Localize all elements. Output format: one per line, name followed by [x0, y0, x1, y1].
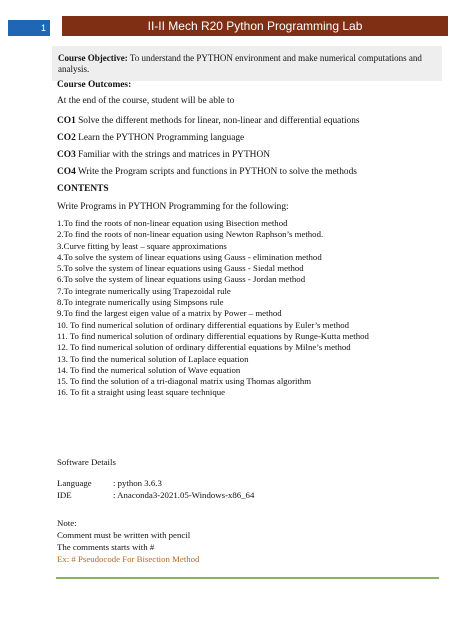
software-key: Language — [57, 477, 92, 488]
software-value: : python 3.6.3 — [113, 477, 162, 488]
example-text: # Pseudocode For Bisection Method — [71, 553, 200, 564]
program-item: 2.To find the roots of non-linear equation using Newton Raphson’s method. — [57, 229, 324, 240]
program-item: 5.To solve the system of linear equations using Gauss - Siedal method — [57, 263, 304, 274]
course-objective-box — [52, 46, 442, 81]
objective-text: To understand the PYTHON environment and make numerical computations and analysis. — [58, 53, 422, 74]
program-item: 9.To find the largest eigen value of a matrix by Power – method — [57, 308, 282, 319]
note-example — [57, 553, 442, 565]
program-list — [57, 218, 442, 399]
note-section — [57, 517, 442, 565]
footer-divider — [56, 577, 439, 579]
software-row-language — [57, 477, 442, 489]
outcome-item — [57, 167, 442, 177]
software-heading: Software Details — [57, 456, 116, 467]
contents-intro: Write Programs in PYTHON Programming for the following: — [57, 202, 289, 212]
outcome-text: Learn the PYTHON Programming language — [78, 133, 245, 143]
note-line: The comments starts with # — [57, 541, 155, 552]
program-item: 16. To fit a straight using least square technique — [57, 387, 226, 398]
program-item: 3.Curve fitting by least – square approximations — [57, 240, 227, 251]
example-prefix: Ex: — [57, 553, 72, 564]
outcomes-intro: At the end of the course, student will be able to — [57, 96, 235, 106]
outcome-item — [57, 133, 442, 143]
outcome-code: CO3 — [57, 150, 76, 160]
outcome-text: Solve the different methods for linear, non-linear and differential equations — [78, 116, 360, 126]
program-item: 4.To solve the system of linear equations using Gauss - elimination method — [57, 251, 322, 262]
program-item: 1.To find the roots of non-linear equation using Bisection method — [57, 218, 288, 228]
note-line: Comment must be written with pencil — [57, 529, 191, 540]
contents-heading: CONTENTS — [57, 184, 109, 194]
program-item: 12. To find numerical solution of ordinary differential equations by Milne’s method — [57, 342, 351, 353]
outcome-text: Familiar with the strings and matrices in PYTHON — [78, 150, 270, 160]
objective-label: Course Objective: — [58, 53, 128, 63]
outcome-text: Write the Program scripts and functions in PYTHON to solve the methods — [77, 167, 357, 177]
page-header-title: II-II Mech R20 Python Programming Lab — [62, 16, 448, 36]
note-label: Note: — [57, 517, 77, 528]
outcome-code: CO4 — [57, 167, 76, 177]
outcome-code: CO1 — [57, 116, 76, 126]
program-item: 15. To find the solution of a tri-diagonal matrix using Thomas algorithm — [57, 376, 312, 387]
main-content — [57, 80, 442, 565]
outcome-code: CO2 — [57, 133, 76, 143]
program-item: 11. To find numerical solution of ordinary differential equations by Runge-Kutta method — [57, 330, 369, 341]
program-item: 10. To find numerical solution of ordinary differential equations by Euler’s method — [57, 319, 350, 330]
outcome-item — [57, 116, 442, 126]
page-number: 1 — [8, 20, 50, 36]
outcomes-heading: Course Outcomes: — [57, 80, 132, 90]
program-item: 14. To find the numerical solution of Wave equation — [57, 364, 241, 375]
program-item: 6.To solve the system of linear equations using Gauss - Jordan method — [57, 274, 306, 285]
software-value: : Anaconda3-2021.05-Windows-x86_64 — [113, 489, 255, 500]
program-item: 7.To integrate numerically using Trapezoidal rule — [57, 285, 231, 296]
software-key: IDE — [57, 489, 72, 500]
software-row-ide — [57, 489, 442, 501]
program-item: 8.To integrate numerically using Simpsons rule — [57, 297, 224, 308]
software-details — [57, 477, 442, 501]
outcome-item — [57, 150, 442, 160]
program-item: 13. To find the numerical solution of Laplace equation — [57, 353, 249, 364]
